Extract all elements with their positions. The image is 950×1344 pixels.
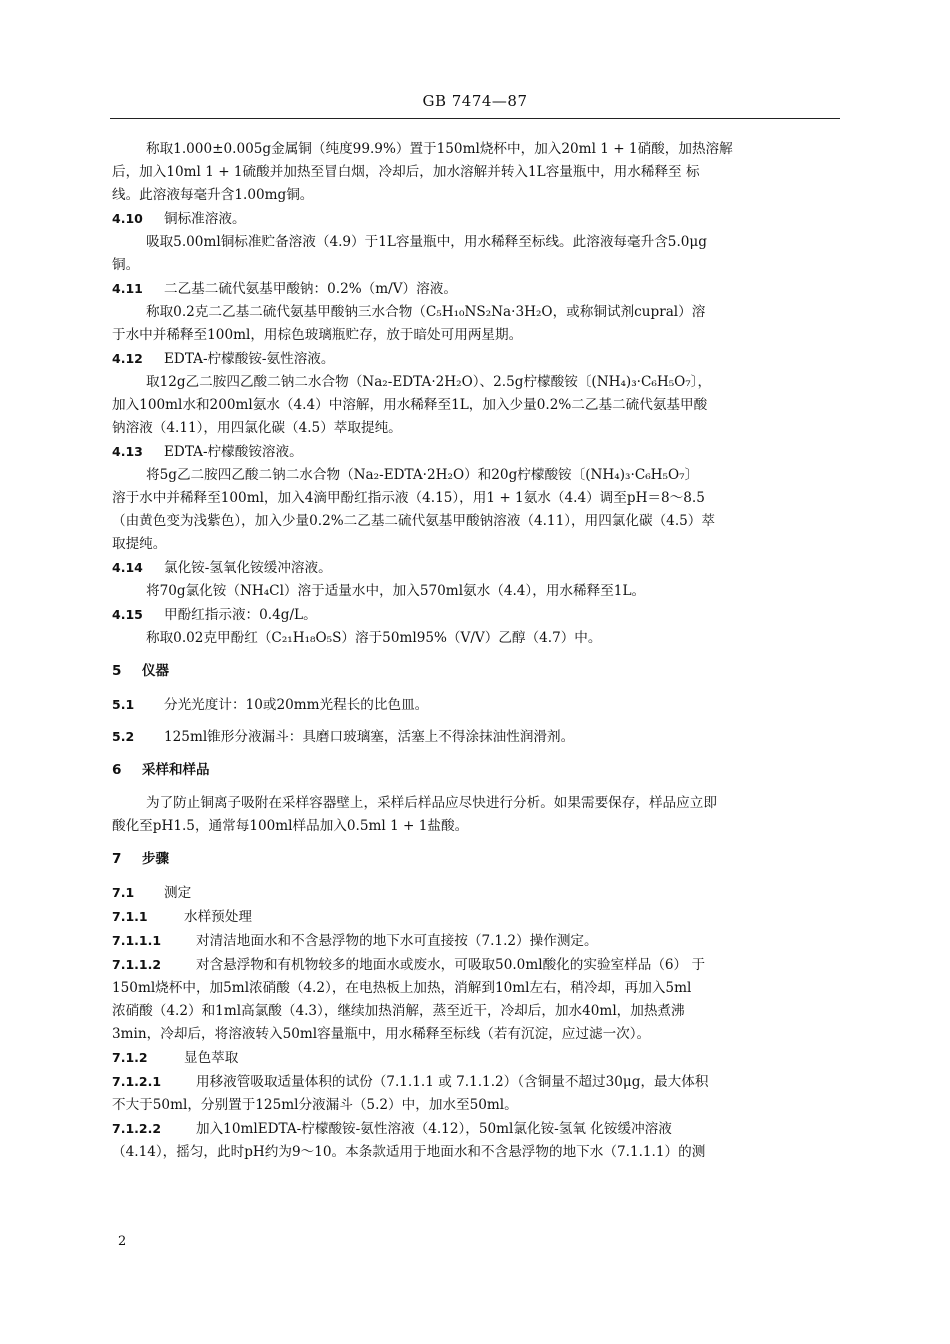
text-line: 线。此溶液每毫升含1.00mg铜。 [112,187,314,203]
clause-number: 4.15 [112,607,143,622]
clause-7-1-2-1 [112,1070,830,1094]
section-5-heading [112,660,830,683]
clause-number: 7.1.2 [112,1050,148,1065]
clause-title: 氯化铵-氢氧化铵缓冲溶液。 [164,560,332,576]
text-line: 后，加入10ml 1 + 1硫酸并加热至冒白烟，冷却后，加水溶解并转入1L容量瓶中，用水稀释至 标 [112,164,700,180]
text-line: 溶于水中并稀释至100ml，加入4滴甲酚红指示液（4.15），用1 + 1氨水（4.4）调至pH＝8～8.5 [112,490,705,506]
clause-title: 显色萃取 [184,1050,239,1066]
clause-title: 甲酚红指示液：0.4g/L。 [164,607,317,623]
clause-title: EDTA-柠檬酸铵-氨性溶液。 [164,351,335,367]
clause-4-11 [112,277,830,301]
clause-text: 分光光度计：10或20mm光程长的比色皿。 [164,697,429,713]
clause-4-14 [112,556,830,580]
clause-4-15 [112,603,830,627]
clause-number: 4.11 [112,281,143,296]
clause-title: 测定 [164,885,192,901]
text-line: 取提纯。 [112,536,167,552]
section-title: 仪器 [142,663,169,679]
clause-number: 5.1 [112,697,135,712]
document-body [112,138,830,1164]
clause-4-12 [112,347,830,371]
clause-number: 7.1.2.2 [112,1121,162,1136]
text-line: 称取0.2克二乙基二硫代氨基甲酸钠三水合物（C₅H₁₀NS₂Na·3H₂O，或称铜试剂cupral）溶 [146,304,706,320]
clause-title: 水样预处理 [184,909,252,925]
text-line: 钠溶液（4.11），用四氯化碳（4.5）萃取提纯。 [112,420,402,436]
section-title: 步骤 [142,851,169,867]
section-number: 6 [112,762,122,778]
clause-text: 对清洁地面水和不含悬浮物的地下水可直接按（7.1.2）操作测定。 [196,933,598,949]
clause-number: 4.10 [112,211,143,226]
clause-4-10 [112,207,830,231]
text-line: （4.14），摇匀，此时pH约为9～10。本条款适用于地面水和不含悬浮物的地下水（7.1.1.1）的测 [112,1144,706,1160]
header-rule [110,118,840,119]
section-7-heading [112,848,830,871]
text-line: 3min，冷却后，将溶液转入50ml容量瓶中，用水稀释至标线（若有沉淀，应过滤一次）。 [112,1026,651,1042]
text-line: 称取1.000±0.005g金属铜（纯度99.9%）置于150ml烧杯中，加入20ml 1 + 1硝酸，加热溶解 [146,141,733,157]
clause-number: 4.12 [112,351,143,366]
text-line: 称取0.02克甲酚红（C₂₁H₁₈O₅S）溶于50ml95%（V/V）乙醇（4.7）中。 [146,630,602,646]
text-line: 将5g乙二胺四乙酸二钠二水合物（Na₂-EDTA·2H₂O）和20g柠檬酸铵〔(NH₄)₃·C₆H₅O₇〕 [146,467,699,483]
clause-number: 7.1.1.1 [112,933,162,948]
clause-5-2 [112,725,830,749]
clause-title: 二乙基二硫代氨基甲酸钠：0.2%（m/V）溶液。 [164,281,457,297]
text-line: 为了防止铜离子吸附在采样容器壁上，采样后样品应尽快进行分析。如果需要保存，样品应立即 [146,795,717,811]
clause-text: 对含悬浮物和有机物较多的地面水或废水，可吸取50.0ml酸化的实验室样品（6） 于 [196,957,706,973]
clause-7-1-1-1 [112,929,830,953]
clause-number: 7.1.1 [112,909,148,924]
clause-number: 4.14 [112,560,143,575]
text-line: 取12g乙二胺四乙酸二钠二水合物（Na₂-EDTA·2H₂O）、2.5g柠檬酸铵〔(NH₄)₃·C₆H₅O₇〕， [146,374,712,390]
clause-number: 4.13 [112,444,143,459]
clause-7-1-1-2 [112,953,830,977]
clause-7-1-2 [112,1046,830,1070]
clause-7-1-1 [112,905,830,929]
clause-text: 125ml锥形分液漏斗：具磨口玻璃塞，活塞上不得涂抹油性润滑剂。 [164,729,575,745]
clause-number: 5.2 [112,729,135,744]
clause-7-1-2-2 [112,1117,830,1141]
section-title: 采样和样品 [142,762,210,778]
text-line: 将70g氯化铵（NH₄Cl）溶于适量水中，加入570ml氨水（4.4），用水稀释至1L。 [146,583,646,599]
text-line: 浓硝酸（4.2）和1ml高氯酸（4.3），继续加热消解，蒸至近干，冷却后，加水40ml，加热煮沸 [112,1003,685,1019]
text-line: 酸化至pH1.5，通常每100ml样品加入0.5ml 1 + 1盐酸。 [112,818,469,834]
page-number: 2 [118,1234,127,1249]
text-line: 铜。 [112,257,140,273]
clause-7-1 [112,881,830,905]
text-line: （由黄色变为浅紫色），加入少量0.2%二乙基二硫代氨基甲酸钠溶液（4.11），用四氯化碳（4.5）萃 [112,513,715,529]
section-number: 5 [112,663,122,679]
standard-code-header: GB 7474—87 [422,92,528,110]
clause-5-1 [112,693,830,717]
clause-number: 7.1.1.2 [112,957,162,972]
clause-title: 铜标准溶液。 [164,211,246,227]
section-number: 7 [112,851,122,867]
clause-text: 加入10mlEDTA-柠檬酸铵-氨性溶液（4.12），50ml氯化铵-氢氧 化铵缓冲溶液 [196,1121,672,1137]
text-line: 150ml烧杯中，加5ml浓硝酸（4.2），在电热板上加热，消解到10ml左右，稍冷却，再加入5ml [112,980,692,996]
text-line: 加入100ml水和200ml氨水（4.4）中溶解，用水稀释至1L，加入少量0.2%二乙基二硫代氨基甲酸 [112,397,708,413]
clause-number: 7.1.2.1 [112,1074,162,1089]
text-line: 吸取5.00ml铜标准贮备溶液（4.9）于1L容量瓶中，用水稀释至标线。此溶液每毫升含5.0μg [146,234,707,250]
text-line: 于水中并稀释至100ml，用棕色玻璃瓶贮存，放于暗处可用两星期。 [112,327,523,343]
clause-4-13 [112,440,830,464]
clause-text: 用移液管吸取适量体积的试份（7.1.1.1 或 7.1.1.2）（含铜量不超过30μg，最大体积 [196,1074,709,1090]
section-6-heading [112,759,830,782]
text-line: 不大于50ml，分别置于125ml分液漏斗（5.2）中，加水至50ml。 [112,1097,518,1113]
clause-title: EDTA-柠檬酸铵溶液。 [164,444,303,460]
clause-number: 7.1 [112,885,135,900]
